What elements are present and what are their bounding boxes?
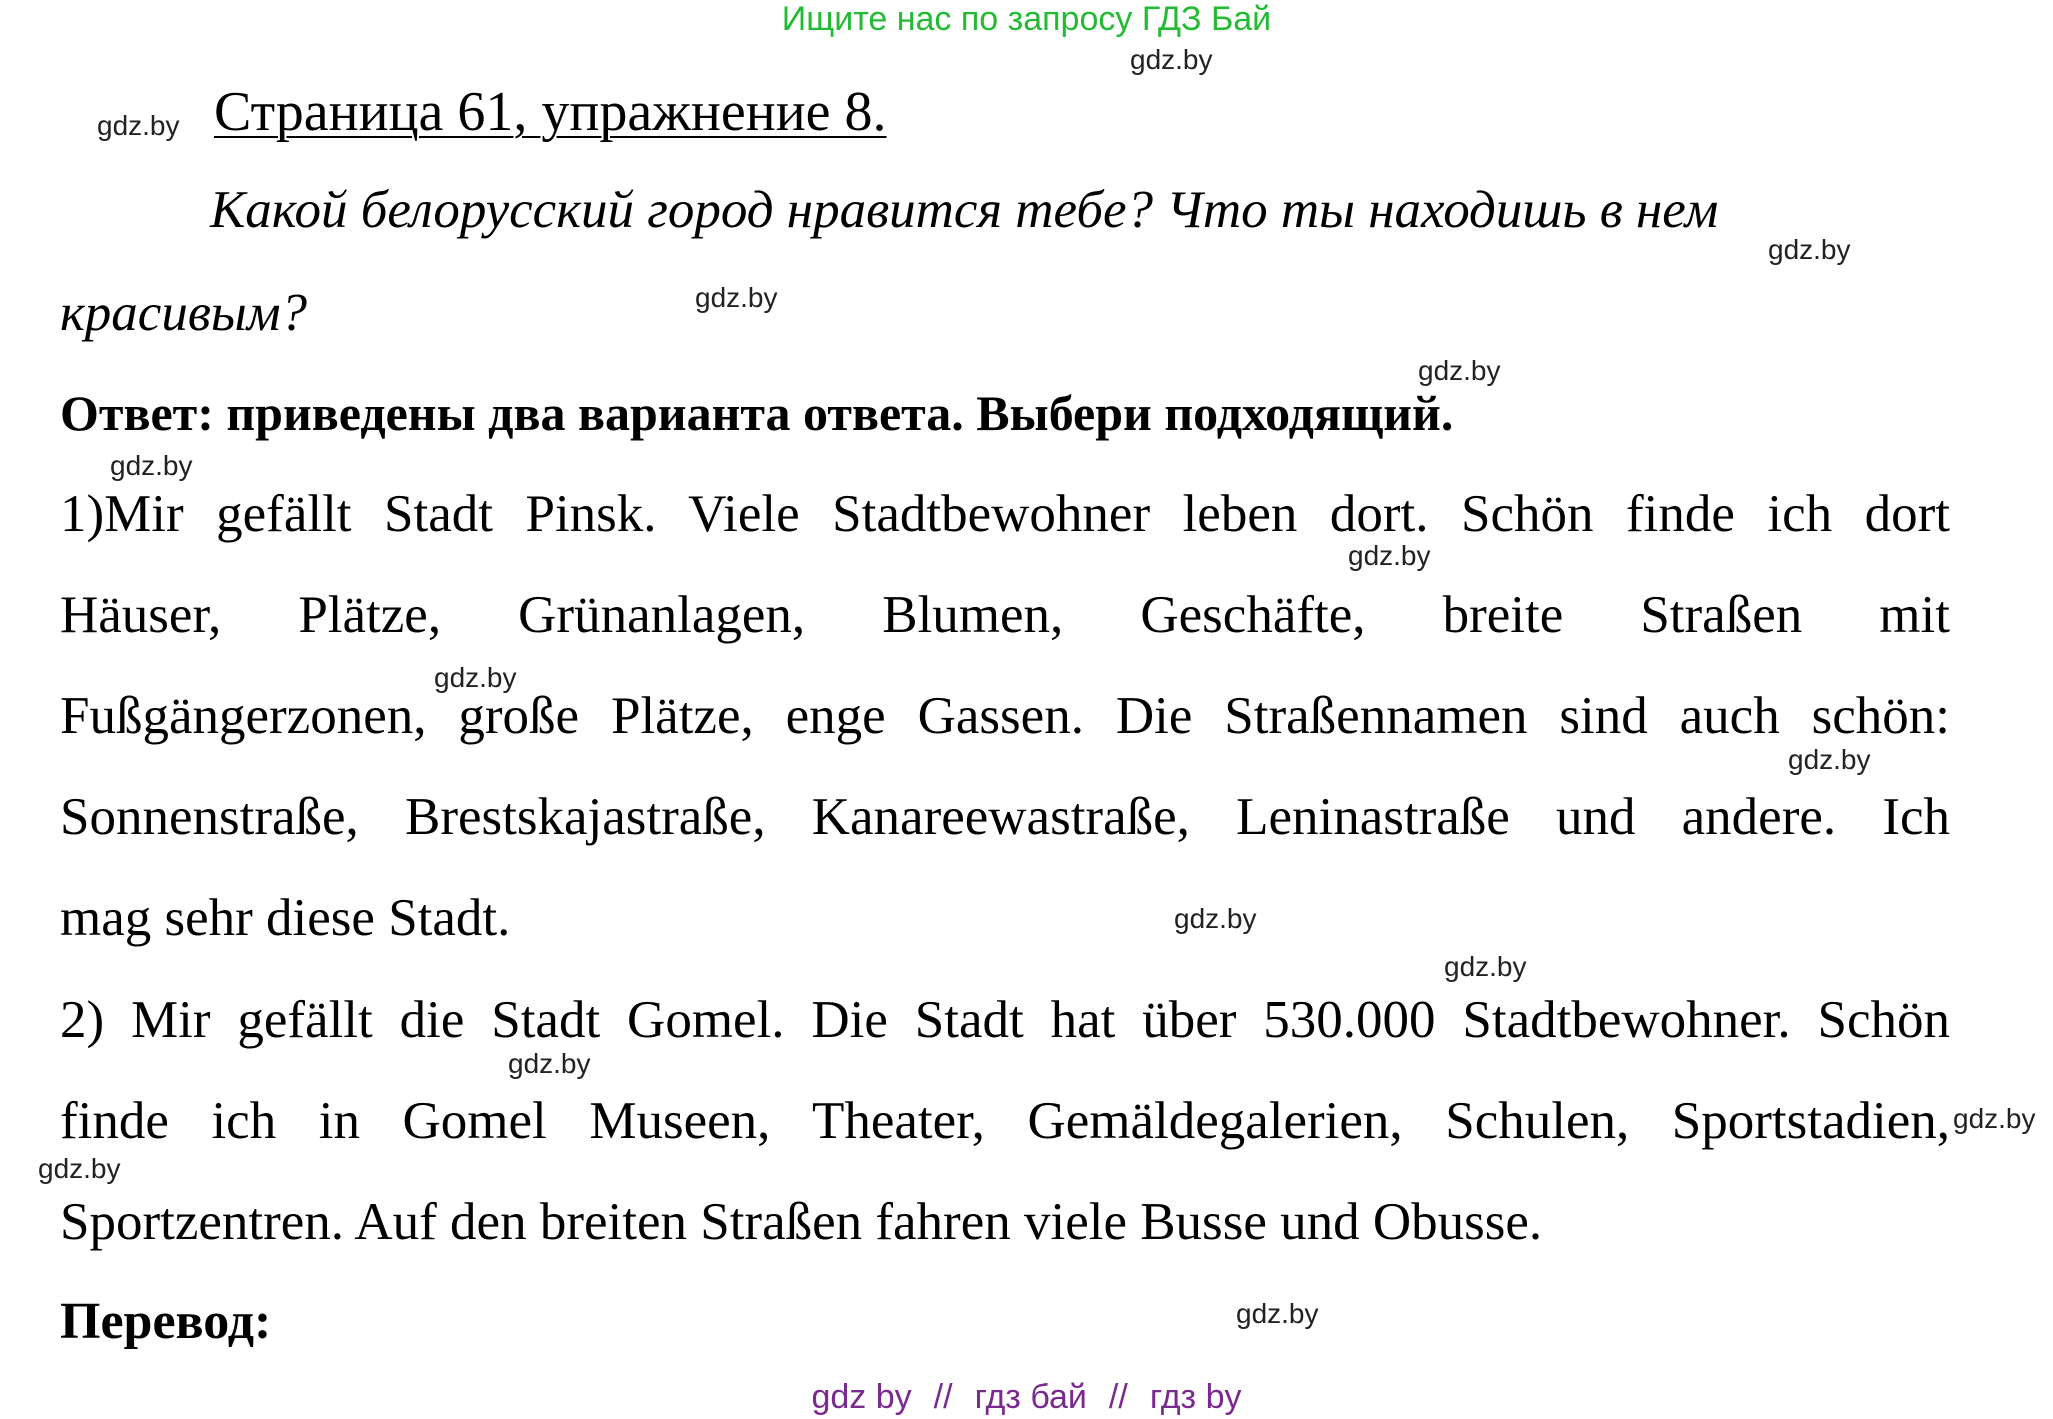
watermark: gdz.by <box>1444 951 1527 982</box>
question-text-line-1: Какой белорусский город нравится тебе? Что ты находишь в нем <box>210 181 1719 239</box>
footer-link-gdz-by-cyr[interactable]: гдз by <box>1149 1378 1242 1416</box>
watermark: gdz.by <box>1174 903 1257 934</box>
page-title: Страница 61, упражнение 8. <box>214 81 887 143</box>
watermark: gdz.by <box>1768 234 1851 265</box>
watermark: gdz.by <box>1788 744 1871 775</box>
watermark: gdz.by <box>1418 355 1501 386</box>
footer-link-gdz-by[interactable]: gdz by <box>811 1378 912 1416</box>
footer-link-gdz-bai[interactable]: гдз бай <box>974 1378 1087 1416</box>
answer-2-line-1: 2) Mir gefällt die Stadt Gomel. Die Stadt hat über 530.000 Stadtbewohner. Schön <box>60 991 1950 1049</box>
watermark: gdz.by <box>1236 1298 1319 1329</box>
watermark: gdz.by <box>110 450 193 481</box>
answer-1-line-4: Sonnenstraße, Brestskajastraße, Kanareewastraße, Leninastraße und andere. Ich <box>60 788 1950 846</box>
watermark: gdz.by <box>1130 44 1213 75</box>
answer-2-line-3: Sportzentren. Auf den breiten Straßen fahren viele Busse und Obusse. <box>60 1193 1543 1251</box>
footer-links <box>0 1378 2053 1417</box>
answer-1-line-1: 1)Mir gefällt Stadt Pinsk. Viele Stadtbewohner leben dort. Schön finde ich dort <box>60 485 1950 543</box>
answer-variant-1 <box>60 464 1950 969</box>
footer-separator: // <box>933 1378 953 1416</box>
answer-heading: Ответ: приведены два варианта ответа. Выбери подходящий. <box>60 385 1454 441</box>
watermark: gdz.by <box>695 282 778 313</box>
watermark: gdz.by <box>1348 540 1431 571</box>
answer-1-line-3: Fußgängerzonen, große Plätze, enge Gassen. Die Straßennamen sind auch schön: <box>60 687 1950 745</box>
watermark: gdz.by <box>508 1048 591 1079</box>
answer-1-line-2: Häuser, Plätze, Grünanlagen, Blumen, Geschäfte, breite Straßen mit <box>60 586 1950 644</box>
answer-2-line-2: finde ich in Gomel Museen, Theater, Gemäldegalerien, Schulen, Sportstadien, <box>60 1092 1950 1150</box>
watermark: gdz.by <box>97 110 180 141</box>
translation-heading: Перевод: <box>60 1293 272 1350</box>
answer-1-line-5: mag sehr diese Stadt. <box>60 889 511 947</box>
watermark: gdz.by <box>1953 1103 2036 1134</box>
answer-variant-2 <box>60 970 1950 1273</box>
watermark: gdz.by <box>434 662 517 693</box>
question-text-line-2: красивым? <box>60 284 308 342</box>
watermark: gdz.by <box>38 1153 121 1184</box>
footer-separator: // <box>1108 1378 1128 1416</box>
search-banner: Ищите нас по запросу ГДЗ Бай <box>781 0 1272 38</box>
